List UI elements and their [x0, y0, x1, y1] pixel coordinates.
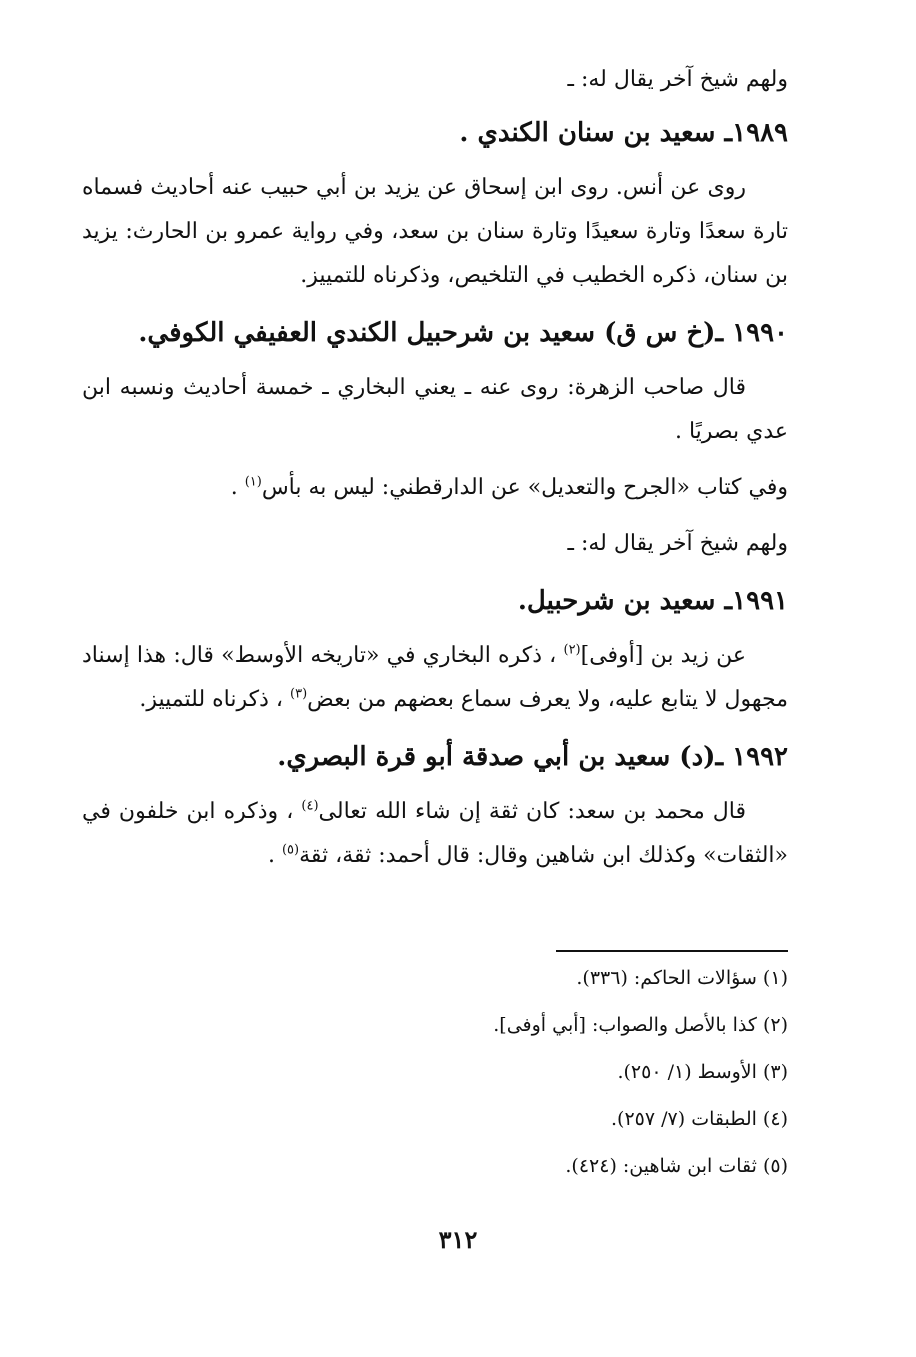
footnote-2: (٢) كذا بالأصل والصواب: [أبي أوفى]. — [493, 1014, 788, 1036]
footnote-ref-2: (٢) — [563, 642, 581, 658]
footnote-1: (١) سؤالات الحاكم: (٣٣٦). — [576, 967, 788, 989]
page-number: ٣١٢ — [438, 1225, 478, 1254]
text-span: وفي كتاب «الجرح والتعديل» عن الدارقطني: ليس به بأس — [261, 475, 788, 500]
footnote-ref-3: (٣) — [290, 686, 308, 702]
footnote-divider — [556, 950, 788, 952]
footnote-ref-4: (٤) — [301, 798, 319, 814]
text-span: ، ذكرناه للتمييز. — [139, 687, 290, 712]
footnote-5: (٥) ثقات ابن شاهين: (٤٢٤). — [565, 1155, 788, 1177]
footnote-ref-1: (١) — [244, 474, 262, 490]
text-span: قال محمد بن سعد: كان ثقة إن شاء الله تعالى — [318, 799, 746, 824]
text-span: . — [230, 475, 245, 500]
entry-body-1992 — [82, 790, 788, 878]
text-span: ، ذكره البخاري في «تاريخه الأوسط» قال: هذا إسناد مجهول لا يتابع عليه، ولا يعرف سماع بعضهم من بعض — [82, 643, 788, 712]
entry-heading-1989: ١٩٨٩ـ سعيد بن سنان الكندي . — [459, 118, 788, 148]
entry-body-1990-jarh — [82, 466, 788, 510]
text-line: ولهم شيخ آخر يقال له: ـ — [567, 67, 788, 92]
entry-body-1991 — [82, 634, 788, 722]
entry-body-1990: قال صاحب الزهرة: روى عنه ـ يعني البخاري ـ خمسة أحاديث ونسبه ابن عدي بصريًا . — [82, 375, 788, 444]
entry-heading-1990: ١٩٩٠ ـ(خ س ق) سعيد بن شرحبيل الكندي العفيفي الكوفي. — [138, 318, 788, 348]
footnote-3: (٣) الأوسط (١/ ٢٥٠). — [617, 1061, 788, 1083]
footnote-ref-5: (٥) — [281, 842, 300, 858]
text-span: عن زيد بن [أوفى] — [580, 643, 746, 668]
entry-heading-1992: ١٩٩٢ ـ(د) سعيد بن أبي صدقة أبو قرة البصري. — [277, 742, 788, 772]
footnote-4: (٤) الطبقات (٧/ ٢٥٧). — [611, 1108, 788, 1130]
footnotes — [88, 955, 788, 1190]
entry-heading-1991: ١٩٩١ـ سعيد بن شرحبيل. — [517, 586, 788, 616]
text-span: ، وذكره ابن خلفون في «الثقات» وكذلك ابن شاهين وقال: قال أحمد: ثقة، ثقة — [82, 799, 788, 868]
text-span: . — [267, 843, 282, 868]
entry-body-1989: روى عن أنس. روى ابن إسحاق عن يزيد بن أبي حبيب عنه أحاديث فسماه تارة سعدًا وتارة سعيدًا وتارة سنان بن سعد، وفي رواية عمرو بن الحارث: يزيد بن سنان، ذكره الخطيب في التلخيص، وذكرناه للتمييز. — [82, 175, 788, 288]
text-line: ولهم شيخ آخر يقال له: ـ — [567, 531, 788, 556]
